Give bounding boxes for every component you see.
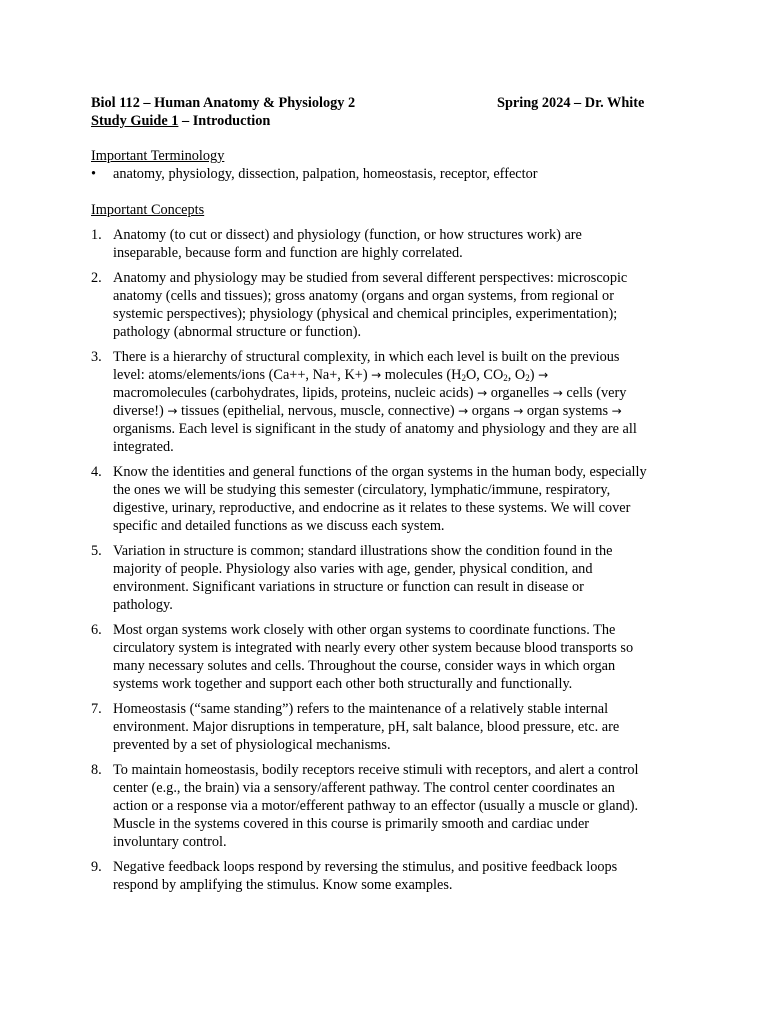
- concept-text-line: many necessary solutes and cells. Throughout the course, consider ways in which organ: [113, 658, 616, 674]
- concept-text-line: Variation in structure is common; standard illustrations show the condition found in the: [113, 543, 613, 559]
- concept-number: 5.: [91, 543, 102, 559]
- concept-text-line: anatomy (cells and tissues); gross anatomy (organs and organ systems, from regional or: [113, 288, 614, 304]
- concepts-list: [91, 226, 681, 901]
- concept-text-line: inseparable, because form and function are highly correlated.: [113, 245, 463, 261]
- concept-text-line: involuntary control.: [113, 834, 227, 850]
- concept-text-line: level: atoms/elements/ions (Ca++, Na+, K+) → molecules ($H_2O$, $CO_2$, $O_2$) →: [113, 367, 549, 383]
- header-row-1: [91, 94, 691, 112]
- concept-text-line: Muscle in the systems covered in this course is primarily smooth and cardiac under: [113, 816, 590, 832]
- concept-text-line: circulatory system is integrated with nearly every other system because blood transports so: [113, 640, 634, 656]
- concept-text-line: action or a response via a motor/efferent pathway to an effector (usually a muscle or gland).: [113, 798, 639, 814]
- concept-text-line: environment. Significant variations in structure or function can result in disease or: [113, 579, 584, 595]
- concept-item: [91, 542, 681, 614]
- concept-text-line: environment. Major disruptions in temperature, pH, salt balance, blood pressure, etc. are: [113, 719, 620, 735]
- document-header: [91, 94, 691, 130]
- term-instructor: Spring 2024 – Dr. White: [497, 95, 645, 111]
- concept-text-line: systemic perspectives); physiology (physical and chemical principles, experimentation);: [113, 306, 618, 322]
- terminology-heading: Important Terminology: [91, 148, 225, 164]
- concept-item: [91, 226, 681, 262]
- concept-text-line: There is a hierarchy of structural complexity, in which each level is built on the previous: [113, 349, 620, 365]
- concept-text-line: the ones we will be studying this semester (circulatory, lymphatic/immune, respiratory,: [113, 482, 611, 498]
- concept-text-line: center (e.g., the brain) via a sensory/afferent pathway. The control center coordinates an: [113, 780, 615, 796]
- concept-item: [91, 463, 681, 535]
- concept-number: 9.: [91, 859, 102, 875]
- study-guide-label: Study Guide 1: [91, 113, 179, 129]
- terminology-text: anatomy, physiology, dissection, palpation, homeostasis, receptor, effector: [113, 166, 538, 182]
- concept-number: 1.: [91, 227, 102, 243]
- concept-text-line: Know the identities and general functions of the organ systems in the human body, especially: [113, 464, 647, 480]
- concept-item: [91, 348, 681, 456]
- concept-text-line: digestive, urinary, reproductive, and endocrine as it relates to these systems. We will cover: [113, 500, 631, 516]
- concept-number: 3.: [91, 349, 102, 365]
- concept-text-line: Negative feedback loops respond by reversing the stimulus, and positive feedback loops: [113, 859, 618, 875]
- concept-text-line: respond by amplifying the stimulus. Know some examples.: [113, 877, 453, 893]
- concepts-heading: Important Concepts: [91, 202, 205, 218]
- concept-item: [91, 700, 681, 754]
- concept-text-line: Anatomy (to cut or dissect) and physiology (function, or how structures work) are: [113, 227, 582, 243]
- concept-text-line: pathology (abnormal structure or function).: [113, 324, 362, 340]
- concept-text-line: diverse!) → tissues (epithelial, nervous, muscle, connective) → organs → organ systems →: [113, 403, 622, 419]
- concept-text-line: prevented by a set of physiological mechanisms.: [113, 737, 391, 753]
- concept-text-line: pathology.: [113, 597, 173, 613]
- course-title: Biol 112 – Human Anatomy & Physiology 2: [91, 95, 356, 111]
- concept-item: [91, 858, 681, 894]
- concept-text-line: Homeostasis (“same standing”) refers to the maintenance of a relatively stable internal: [113, 701, 609, 717]
- concept-text-line: specific and detailed functions as we discuss each system.: [113, 518, 445, 534]
- concept-item: [91, 761, 681, 851]
- concept-number: 4.: [91, 464, 102, 480]
- bullet-icon: •: [91, 166, 97, 182]
- concept-number: 2.: [91, 270, 102, 286]
- concept-number: 8.: [91, 762, 102, 778]
- concept-number: 7.: [91, 701, 102, 717]
- header-row-2: [91, 112, 691, 130]
- study-guide-topic: – Introduction: [178, 113, 271, 129]
- concept-text-line: macromolecules (carbohydrates, lipids, proteins, nucleic acids) → organelles → cells (very: [113, 385, 627, 401]
- concept-text-line: majority of people. Physiology also varies with age, gender, physical condition, and: [113, 561, 593, 577]
- concept-item: [91, 269, 681, 341]
- concept-text-line: systems work together and support each other both structurally and functionally.: [113, 676, 573, 692]
- concept-text-line: Most organ systems work closely with other organ systems to coordinate functions. The: [113, 622, 616, 638]
- concept-number: 6.: [91, 622, 102, 638]
- concept-text-line: integrated.: [113, 439, 174, 455]
- concept-text-line: Anatomy and physiology may be studied from several different perspectives: microscopic: [113, 270, 628, 286]
- concept-item: [91, 621, 681, 693]
- concept-text-line: organisms. Each level is significant in the study of anatomy and physiology and they are all: [113, 421, 637, 437]
- concept-text-line: To maintain homeostasis, bodily receptors receive stimuli with receptors, and alert a control: [113, 762, 639, 778]
